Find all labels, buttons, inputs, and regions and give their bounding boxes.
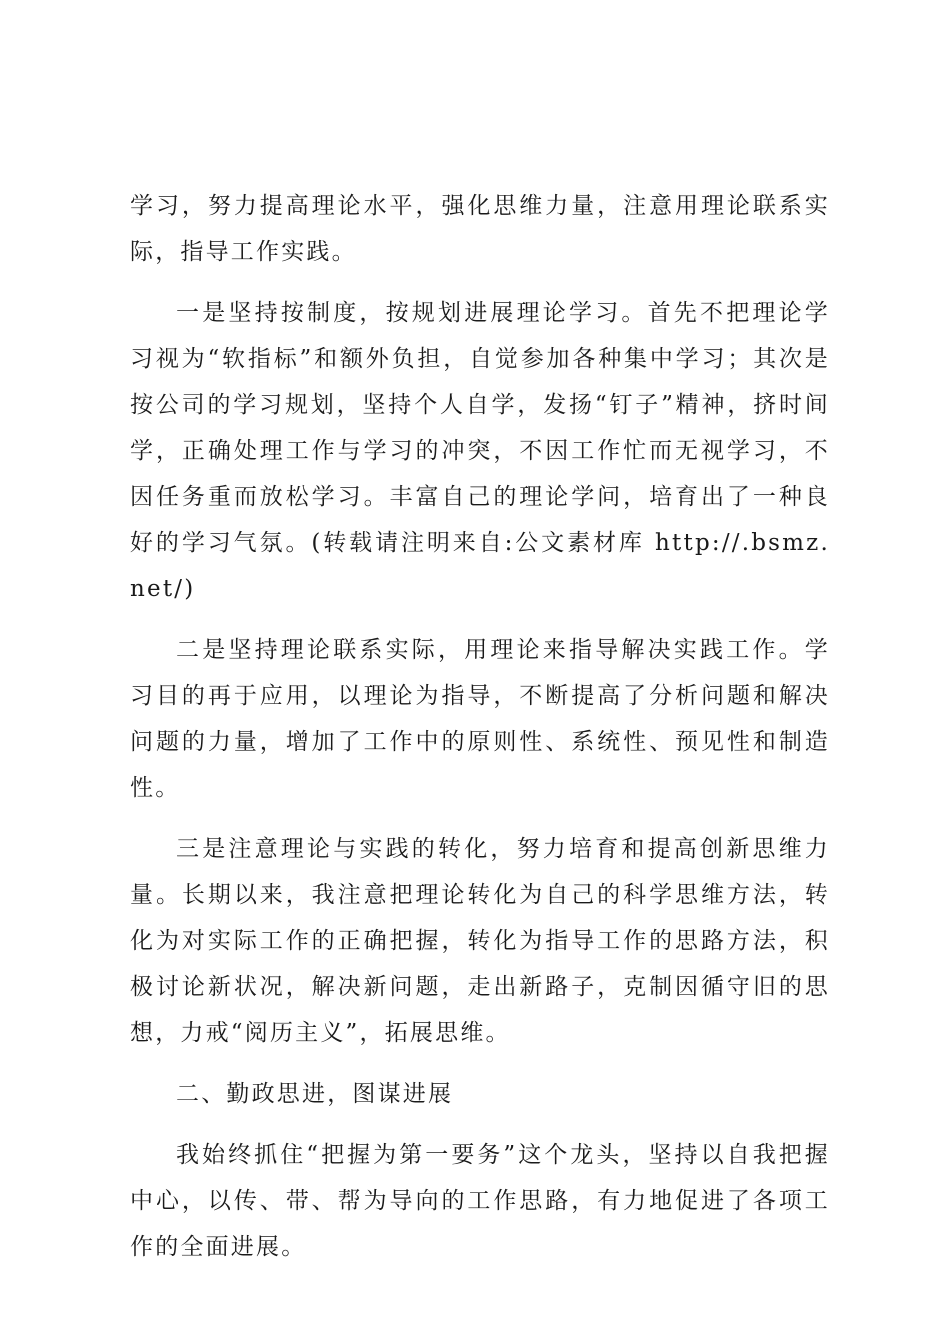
paragraph-third-point: 三是注意理论与实践的转化，努力培育和提高创新思维力量。长期以来，我注意把理论转化为自己的科学思维方法，转化为对实际工作的正确把握，转化为指导工作的思路方法，积极讨论新状况，解决新问题，走出新路子，克制因循守旧的思想，力戒“阅历主义”，拓展思维。 [130, 836, 830, 1046]
paragraph-closing: 我始终抓住“把握为第一要务”这个龙头，坚持以自我把握中心，以传、带、帮为导向的工作思路，有力地促进了各项工作的全面进展。 [130, 1142, 830, 1260]
paragraph-second-point: 二是坚持理论联系实际，用理论来指导解决实践工作。学习目的再于应用，以理论为指导，不断提高了分析问题和解决问题的力量，增加了工作中的原则性、系统性、预见性和制造性。 [130, 637, 830, 801]
paragraph-continued: 学习，努力提高理论水平，强化思维力量，注意用理论联系实际，指导工作实践。 [130, 193, 830, 265]
section-heading: 二、勤政思进，图谋进展 [176, 1081, 454, 1107]
paragraph-first-point: 一是坚持按制度，按规划进展理论学习。首先不把理论学习视为“软指标”和额外负担，自觉参加各种集中学习；其次是按公司的学习规划，坚持个人自学，发扬“钉子”精神，挤时间学，正确处理工作与学习的冲突，不因工作忙而无视学习，不因任务重而放松学习。丰富自己的理论学问，培育出了一种良好的学习气氛。(转载请注明来自:公文素材库 http://.bsmz.net/) [130, 300, 830, 602]
document-body [130, 183, 830, 1285]
